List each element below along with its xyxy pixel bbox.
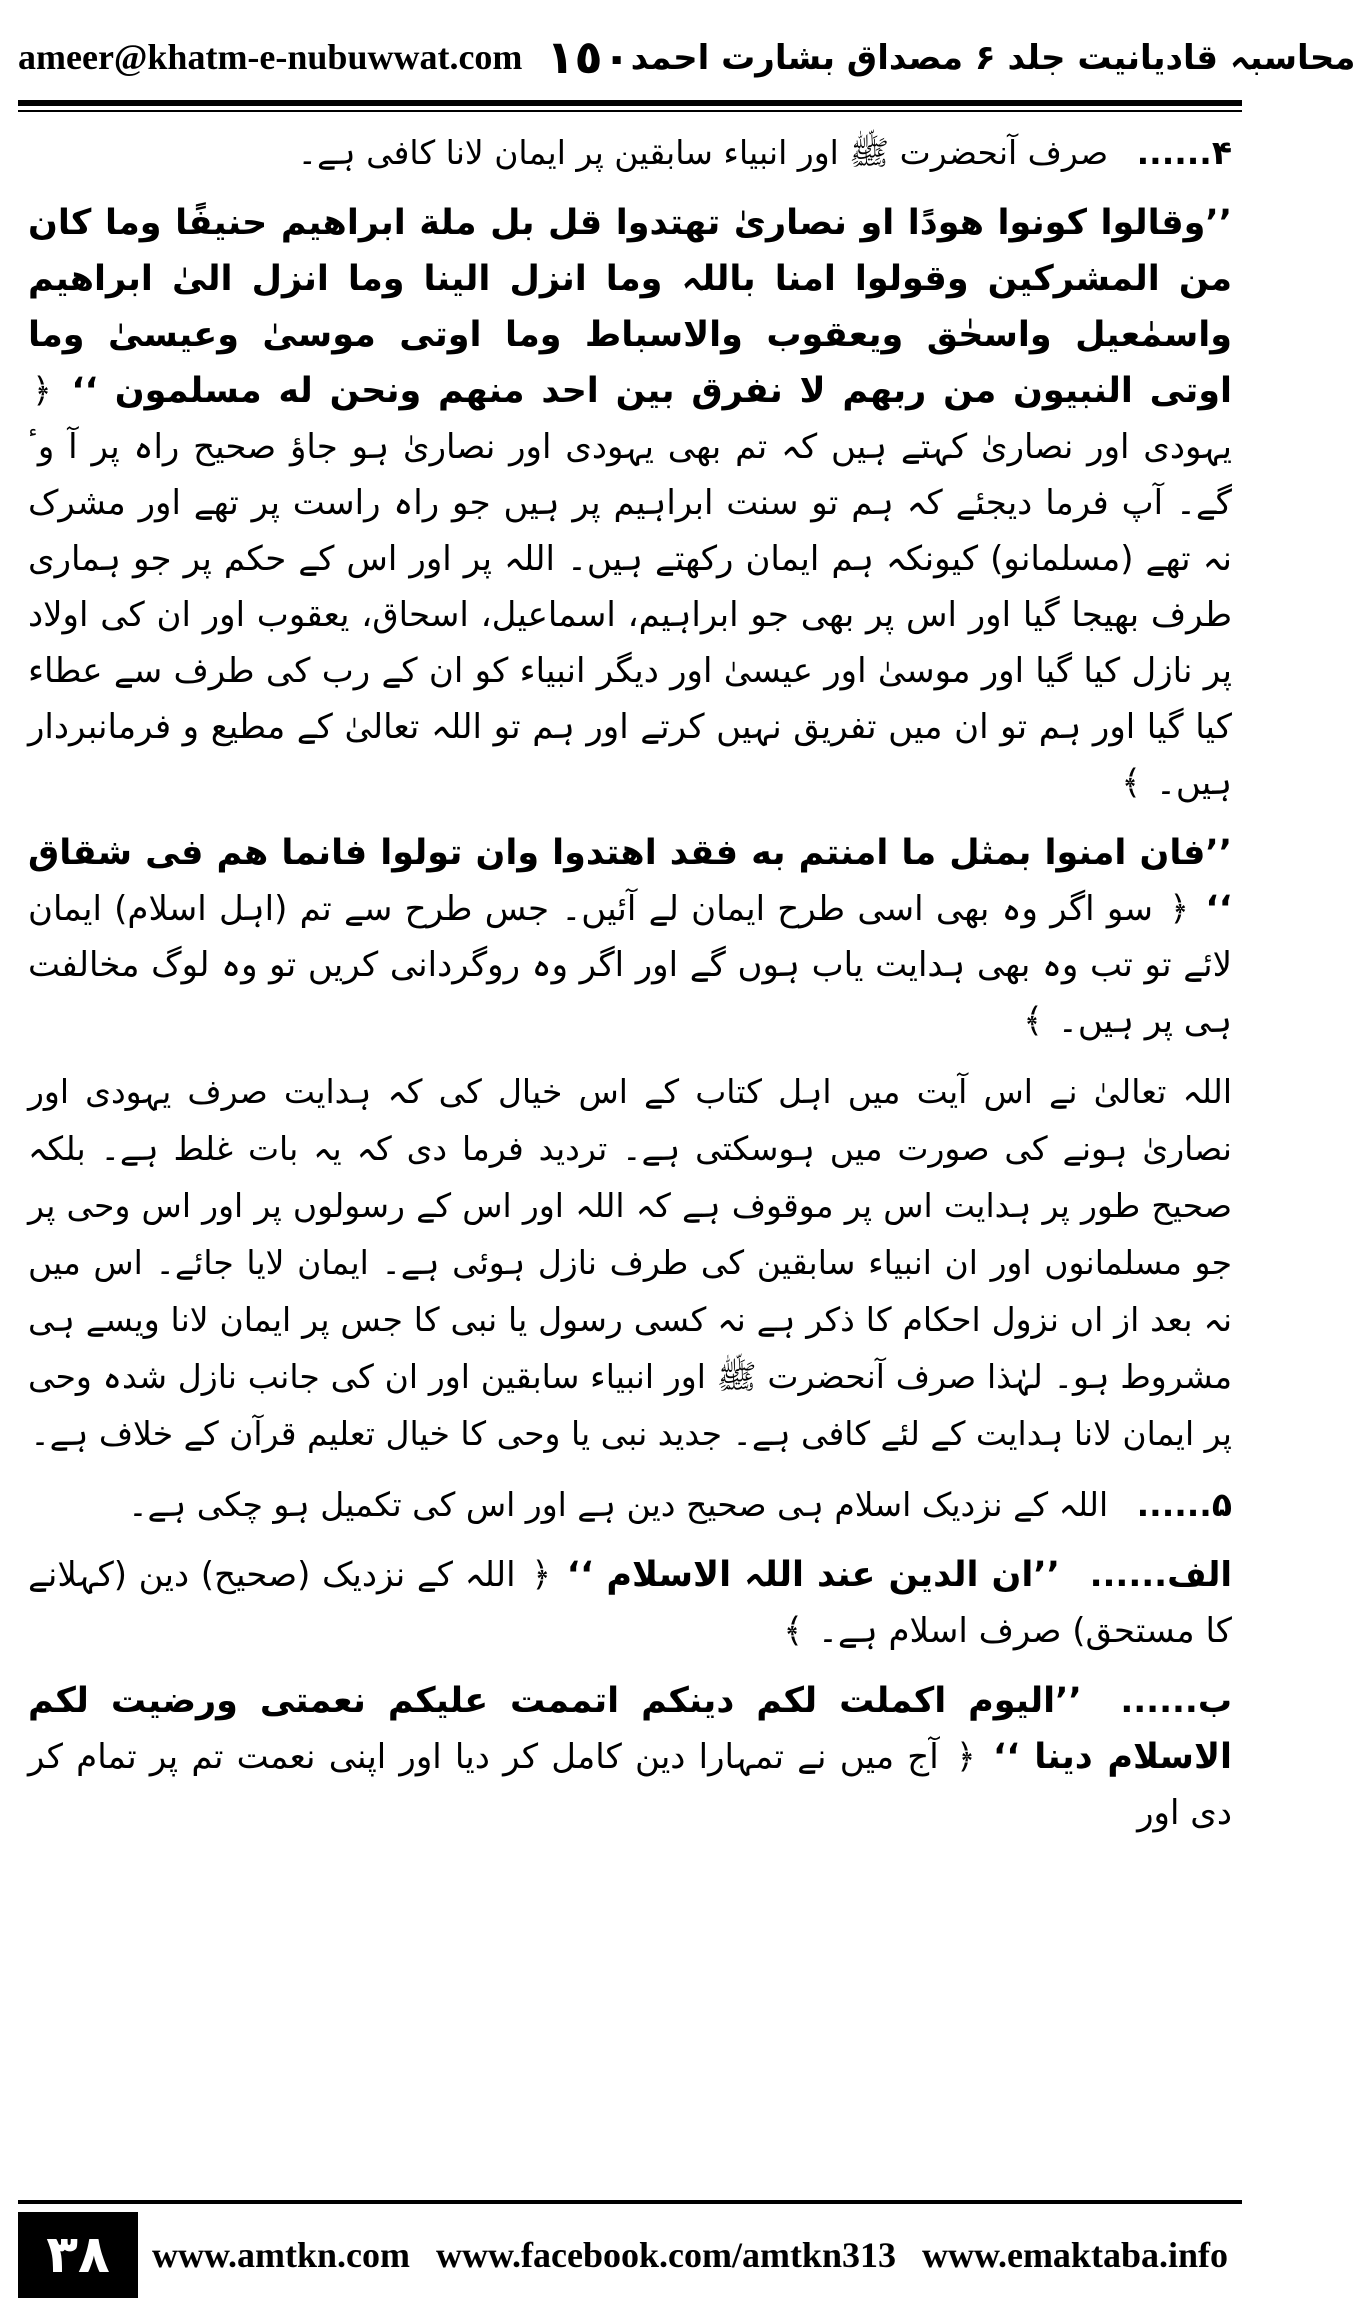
verse-1 bbox=[28, 195, 1232, 811]
header-rule-thick bbox=[18, 100, 1242, 106]
sub-item-be bbox=[28, 1673, 1232, 1841]
footer-link-facebook[interactable]: www.facebook.com/amtkn313 bbox=[435, 2235, 896, 2275]
verse-2-arabic: ’’فان امنوا بمثل ما امنتم به فقد اھتدوا وان تولوا فانما ھم فی شقاق ‘‘ bbox=[28, 833, 1233, 929]
header-title: محاسبہ قادیانیت جلد ۶ مصداق بشارت احمد bbox=[630, 37, 1355, 78]
ornament-close-icon: ﴾ bbox=[1023, 1001, 1044, 1041]
sub-item-alif-arabic: ’’ان الدین عند اللہ الاسلام ‘‘ bbox=[566, 1555, 1060, 1595]
ornament-close-icon: ﴾ bbox=[783, 1611, 804, 1651]
sub-item-alif-translation: اللہ کے نزدیک (صحیح) دین (کہلانے کا مستحق) صرف اسلام ہے۔ bbox=[28, 1555, 1232, 1651]
footer-link-emaktaba[interactable]: www.emaktaba.info bbox=[921, 2235, 1228, 2275]
section-4-heading bbox=[28, 124, 1232, 181]
verse-2 bbox=[28, 825, 1232, 1049]
section-5-heading-text: اللہ کے نزدیک اسلام ہی صحیح دین ہے اور اس کی تکمیل ہو چکی ہے۔ bbox=[128, 1485, 1109, 1524]
header-page-number: ١٥٠ bbox=[546, 30, 631, 84]
section-4-number: ۴...... bbox=[1136, 133, 1232, 172]
section-5-number: ۵...... bbox=[1136, 1485, 1232, 1524]
verse-1-translation: یہودی اور نصاریٰ کہتے ہیں کہ تم بھی یہودی اور نصاریٰ ہو جاؤ صحیح راہ پر آ وٴ گے۔ آپ فرما دیجئے کہ ہم تو سنت ابراہیم پر ہیں جو راہ راست پر تھے اور مشرک نہ تھے (مسلمانو) کیونکہ ہم ایمان رکھتے ہیں۔ اللہ پر اور اس کے حکم پر جو ہماری طرف بھیجا گیا اور اس پر بھی جو ابراہیم، اسماعیل، اسحاق، یعقوب اور ان کی اولاد پر نازل کیا گیا اور موسیٰ اور عیسیٰ اور دیگر انبیاء کو ان کے رب کی طرف سے عطاء کیا گیا اور ہم تو ان میں تفریق نہیں کرتے اور ہم تو اللہ تعالیٰ کے مطیع و فرمانبردار ہیں۔ bbox=[28, 427, 1232, 803]
ornament-close-icon: ﴾ bbox=[1121, 763, 1142, 803]
ornament-open-icon: ﴿ bbox=[531, 1555, 552, 1595]
footer-rule bbox=[18, 2200, 1242, 2204]
page-footer bbox=[18, 2212, 1242, 2298]
footer-page-number: ٣٨ bbox=[18, 2212, 138, 2298]
header-rule-thin bbox=[18, 110, 1242, 112]
footer-links bbox=[138, 2234, 1242, 2276]
ornament-open-icon: ﴿ bbox=[1169, 889, 1190, 929]
commentary-paragraph: اللہ تعالیٰ نے اس آیت میں اہل کتاب کے اس خیال کی کہ ہدایت صرف یہودی اور نصاریٰ ہونے کی صورت میں ہوسکتی ہے۔ تردید فرما دی کہ یہ بات غلط ہے۔ بلکہ صحیح طور پر ہدایت اس پر موقوف ہے کہ اللہ اور اس کے رسولوں پر اور اس وحی پر جو مسلمانوں اور ان انبیاء سابقین کی طرف نازل ہوئی ہے۔ ایمان لایا جائے۔ اس میں نہ بعد از اں نزول احکام کا ذکر ہے نہ کسی رسول یا نبی کا جس پر ایمان لانا ویسے ہی مشروط ہو۔ لہٰذا صرف آنحضرت ﷺ اور انبیاء سابقین اور ان کی جانب نازل شدہ وحی پر ایمان لانا ہدایت کے لئے کافی ہے۔ جدید نبی یا وحی کا خیال تعلیم قرآن کے خلاف ہے۔ bbox=[28, 1072, 1232, 1453]
sub-item-alif bbox=[28, 1547, 1232, 1659]
header-email[interactable]: ameer@khatm-e-nubuwwat.com bbox=[18, 37, 523, 77]
sub-item-be-arabic: ’’الیوم اکملت لکم دینکم اتممت علیکم نعمتی ورضیت لکم الاسلام دینا ‘‘ bbox=[28, 1681, 1233, 1777]
sub-item-alif-label: الف...... bbox=[1089, 1555, 1233, 1595]
sub-item-be-label: ب...... bbox=[1120, 1681, 1232, 1721]
footer-link-amtkn[interactable]: www.amtkn.com bbox=[152, 2235, 410, 2275]
section-4-heading-text: صرف آنحضرت ﷺ اور انبیاء سابقین پر ایمان لانا کافی ہے۔ bbox=[297, 133, 1109, 172]
verse-2-translation: سو اگر وہ بھی اسی طرح ایمان لے آئیں۔ جس طرح سے تم (اہل اسلام) ایمان لائے تو تب وہ بھی ہدایت یاب ہوں گے اور اگر وہ روگردانی کریں تو وہ لوگ مخالفت ہی پر ہیں۔ bbox=[28, 889, 1232, 1041]
verse-1-arabic: ’’وقالوا کونوا ھودًا او نصاریٰ تھتدوا قل بل ملة ابراھیم حنیفًا وما کان من المشرکین وقولوا امنا باللہ وما انزل الینا وما انزل الیٰ ابراھیم واسمٰعیل واسحٰق ویعقوب والاسباط وما اوتی موسیٰ وعیسیٰ وما اوتی النبیون من ربھم لا نفرق بین احد منھم ونحن له مسلمون ‘‘ bbox=[28, 203, 1232, 411]
ornament-open-icon: ﴿ bbox=[32, 371, 52, 411]
page-header bbox=[18, 12, 1355, 102]
ornament-open-icon: ﴿ bbox=[955, 1737, 976, 1777]
sub-item-be-translation: آج میں نے تمہارا دین کامل کر دیا اور اپنی نعمت تم پر تمام کر دی اور bbox=[28, 1737, 1232, 1833]
section-5-heading bbox=[28, 1476, 1232, 1533]
page-content bbox=[28, 124, 1232, 2190]
